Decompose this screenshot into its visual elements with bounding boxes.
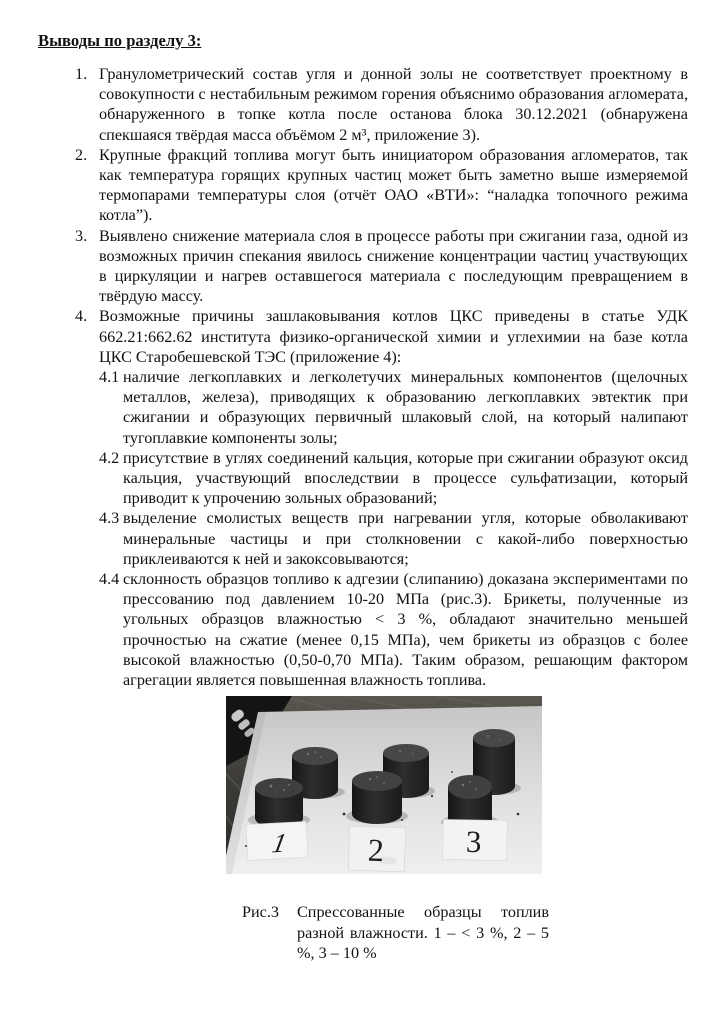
subitem-number: 4.2 (99, 448, 120, 467)
sample-number-1: 1 (269, 828, 289, 859)
item-text: Выявлено снижение материала слоя в процессе работы при сжигании газа, одной из возможных причин спекания явилось снижение концентрации частиц участвующих в циркуляции и нагрев оставшегося материала с последующим превращением в твёрдую массу. (99, 226, 688, 306)
sample-number-3: 3 (465, 824, 482, 860)
subitem-text: выделение смолистых веществ при нагревании угля, которые обволакивают минеральные частицы и при столкновении с какой-либо поверхностью приклеиваются к ней и закоксовываются; (123, 509, 688, 568)
item-number: 3. (75, 226, 88, 245)
conclusions-list (38, 64, 688, 690)
list-item-1 (38, 64, 688, 145)
item-number: 2. (75, 145, 88, 164)
subitem-4-4 (38, 569, 688, 690)
list-item-3 (38, 226, 688, 307)
figure-caption (242, 902, 688, 964)
sample-tag-2 (348, 826, 406, 872)
item-text: Крупные фракций топлива могут быть инициатором образования агломератов, так как температура горящих крупных частиц может быть заметно выше измеряемой термопарами температуры слоя (отчёт ОАО «ВТИ»: “наладка топочного режима котла”). (99, 145, 688, 225)
briquettes-photo-svg (226, 696, 542, 874)
subitem-text: склонность образцов топливо к адгезии (слипанию) доказана экспериментами по прессованию под давлением 10-20 МПа (рис.3). Брикеты, полученные из угольных образцов влажностью < 3 %, обладают значительно меньшей прочностью на сжатие (менее 0,15 МПа), чем брикеты из образцов с более высокой влажностью (0,50-0,70 МПа). Таким образом, решающим фактором агрегации является повышенная влажность топлива. (123, 570, 688, 690)
item-text: Возможные причины зашлаковывания котлов ЦКС приведены в статье УДК 662.21:662.62 института физико-органической химии и углехимии на базе котла ЦКС Старобешевской ТЭС (приложение 4): (99, 307, 688, 366)
subitem-number: 4.3 (99, 509, 120, 528)
sample-tag-1 (246, 822, 308, 861)
item-number: 1. (75, 65, 88, 83)
subitem-number: 4.1 (99, 368, 120, 387)
sample-number-2: 2 (367, 831, 385, 869)
caption-label: Рис.3 (242, 903, 279, 922)
subitem-text: наличие легкоплавких и легколетучих минеральных компонентов (щелочных металлов, железа), приводящих к образованию легкоплавких эвтектик при сжигании и образующих первичный шлаковый слой, на который налипают тугоплавкие компоненты золы; (123, 368, 688, 447)
subitem-number: 4.4 (99, 570, 120, 589)
section-title: Выводы по разделу 3: (38, 31, 202, 50)
sample-tag-3 (443, 820, 508, 861)
list-item-4 (38, 306, 688, 367)
subitem-text: присутствие в углях соединений кальция, которые при сжигании образуют оксид кальция, участвующий впоследствии в процессе сульфатизации, который приводит к упрочению зольных образований; (123, 448, 688, 508)
subitem-4-3 (38, 508, 688, 569)
list-item-2 (38, 145, 688, 226)
caption-text: Спрессованные образцы топлив разной влажности. 1 – < 3 %, 2 – 5 %, 3 – 10 % (297, 903, 549, 963)
sublist-item-4 (38, 367, 688, 690)
figure-photo (226, 696, 542, 874)
item-text: Гранулометрический состав угля и донной золы не соответствует проектному в совокупности с нестабильным режимом горения объяснимо образования агломерата, обнаруженного в топке котла после останова блока 30.12.2021 (обнаружена спекшаяся твёрдая масса объёмом 2 м³, приложение 3). (99, 65, 688, 144)
subitem-4-2 (38, 448, 688, 509)
item-number: 4. (75, 307, 88, 326)
subitem-4-1 (38, 367, 688, 448)
